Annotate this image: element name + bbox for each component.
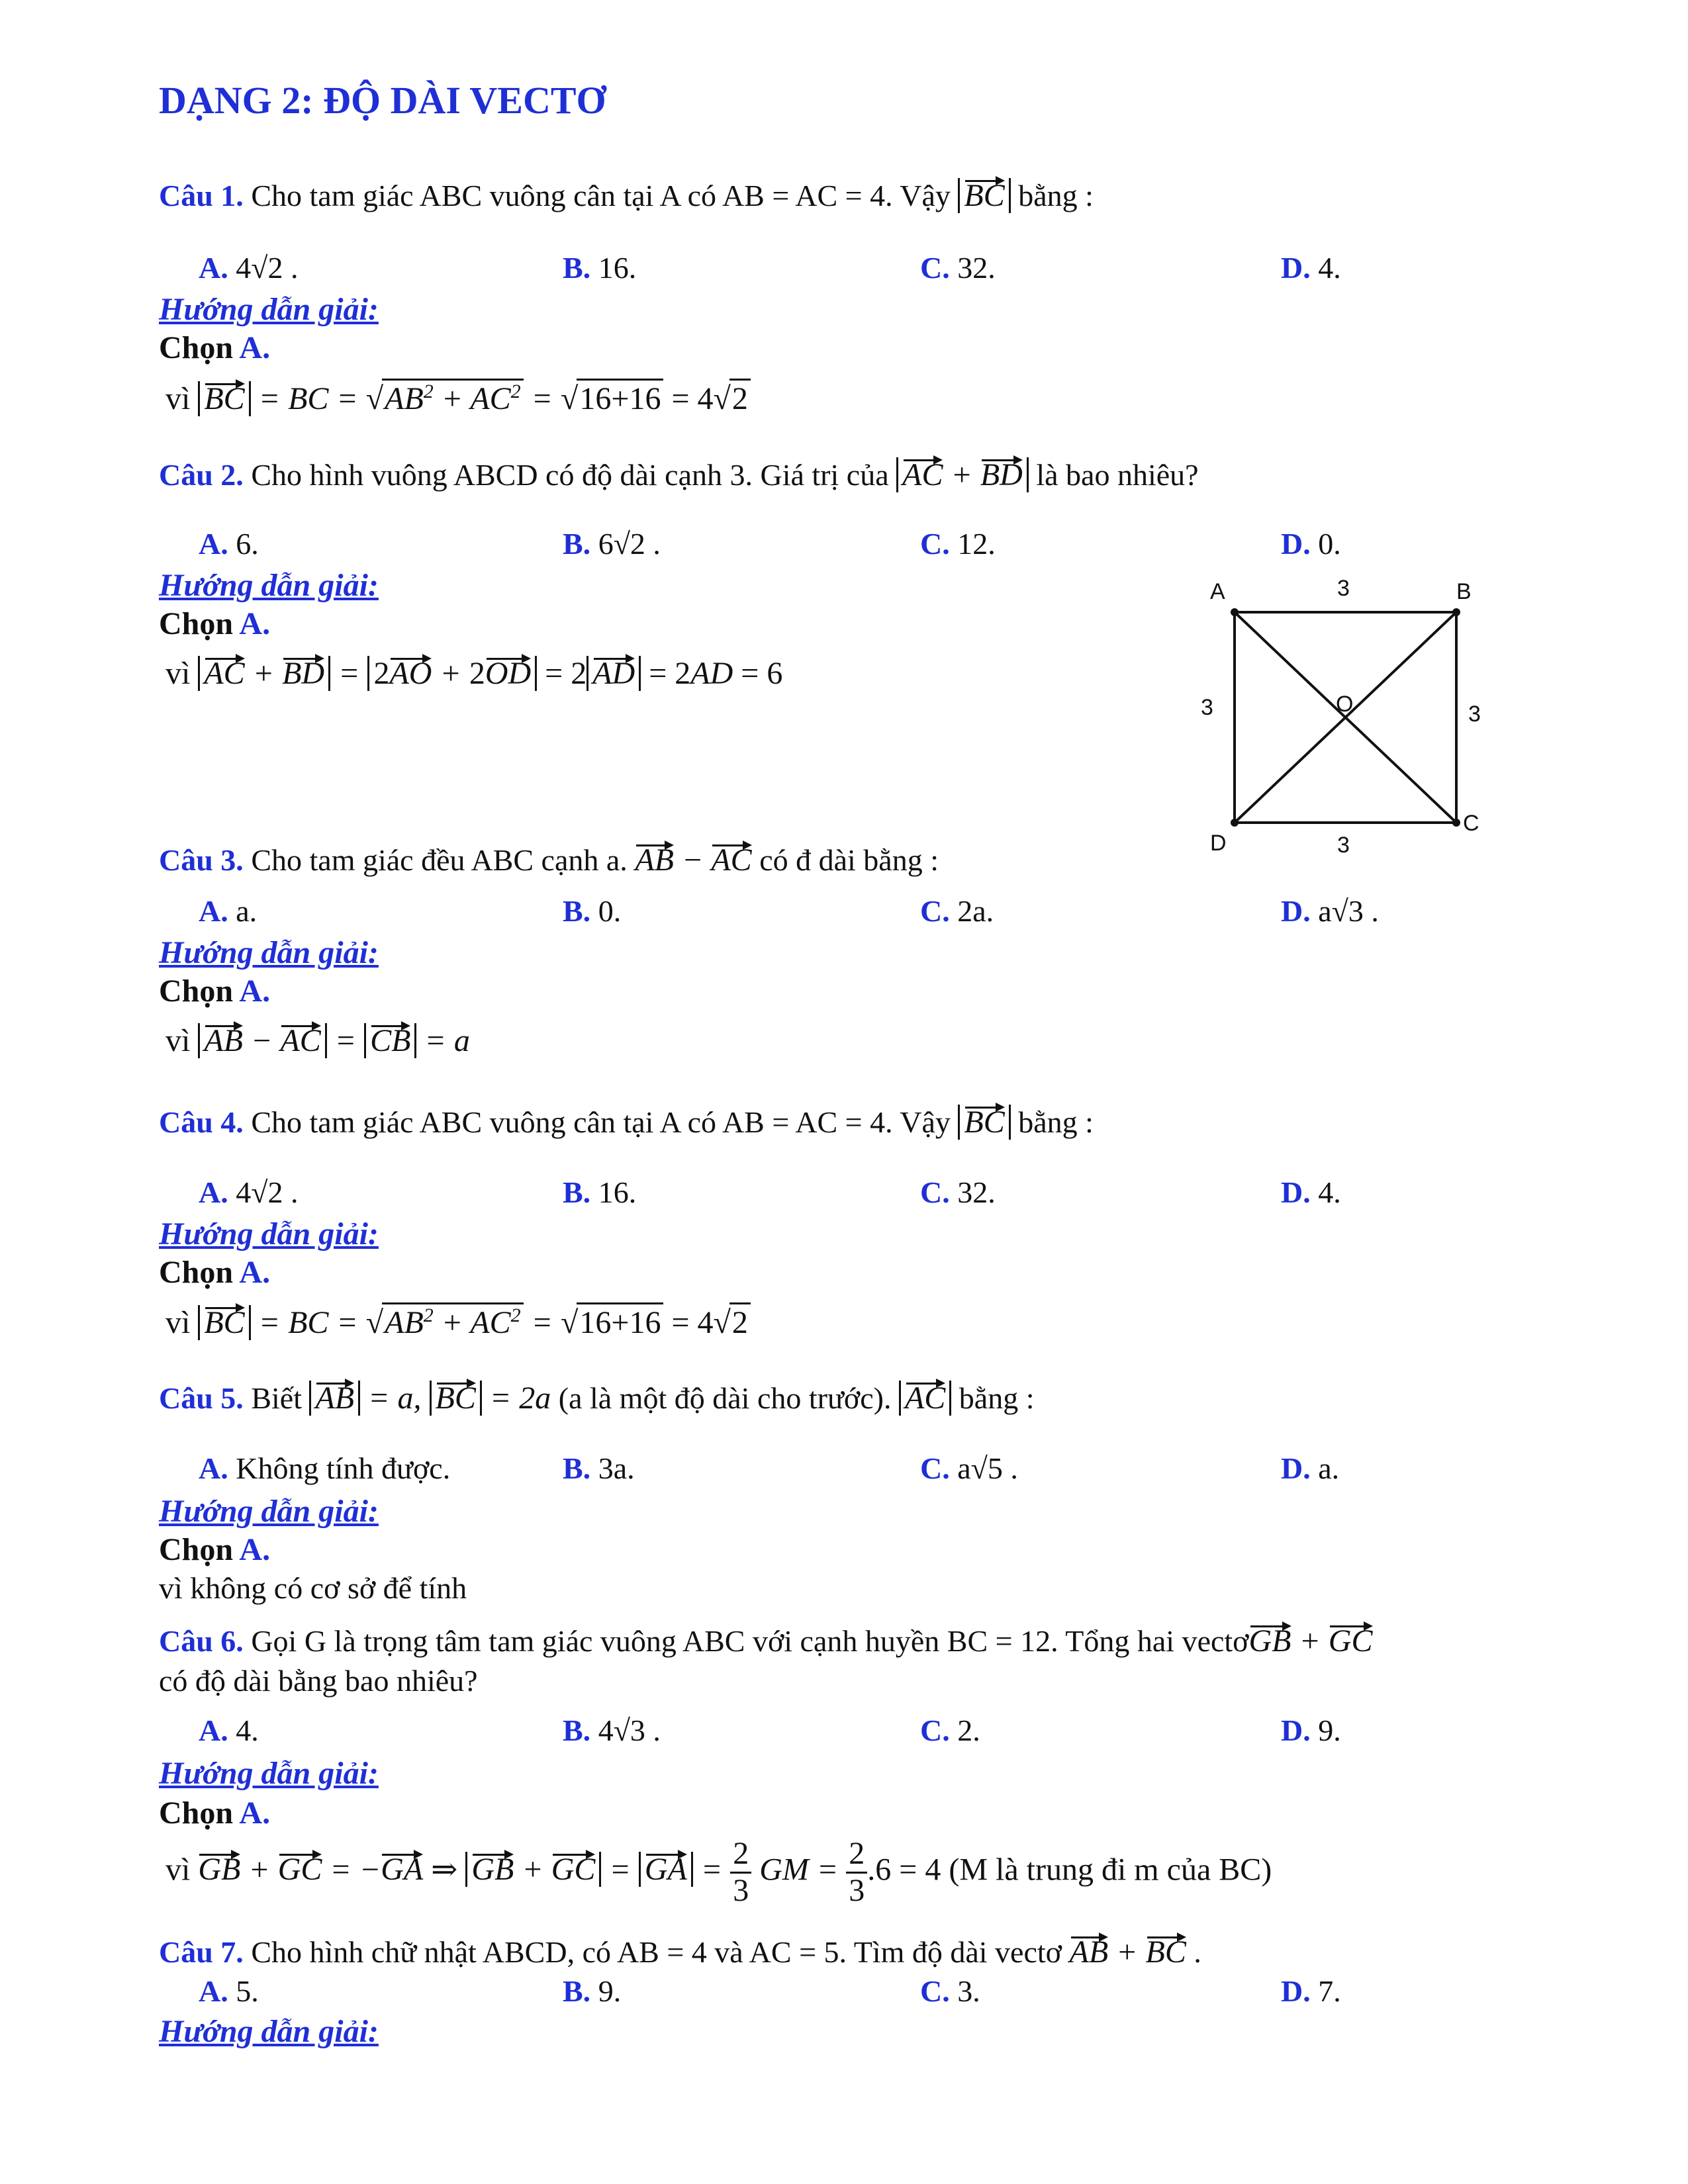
option-d: D. a. [1281, 1451, 1340, 1485]
answer-choice: Chọn A. [159, 606, 271, 641]
question-6: Câu 6. Gọi G là trọng tâm tam giác vuông ABC với cạnh huyền BC = 12. Tổng hai vectơGB + GC [159, 1623, 1373, 1659]
question-text-after: bằng : [1018, 179, 1094, 212]
guide-heading: Hướng dẫn giải: [159, 935, 379, 970]
guide-heading: Hướng dẫn giải: [159, 1216, 379, 1251]
answer-choice: Chọn A. [159, 1532, 271, 1567]
option-a: A. 4. [199, 1713, 259, 1747]
option-c: C. a√5 . [920, 1451, 1018, 1485]
point-a [1231, 608, 1239, 616]
option-d: D. 4. [1281, 251, 1341, 285]
question-6-line2: có độ dài bằng bao nhiêu? [159, 1664, 478, 1698]
point-c [1452, 819, 1460, 827]
label-right: 3 [1468, 702, 1481, 727]
label-bottom: 3 [1337, 833, 1350, 858]
label-o: O [1336, 692, 1354, 717]
option-a: A. 4√2 . [199, 1175, 299, 1209]
option-b: B. 0. [563, 894, 622, 928]
point-d [1231, 819, 1239, 827]
guide-heading: Hướng dẫn giải: [159, 1494, 379, 1529]
option-a: A. Không tính được. [199, 1451, 451, 1485]
guide-heading: Hướng dẫn giải: [159, 292, 379, 327]
option-c: C. 2. [920, 1713, 980, 1747]
option-d: D. 4. [1281, 1175, 1341, 1209]
option-c: C. 32. [920, 1175, 996, 1209]
option-a: A. 4√2 . [199, 251, 299, 285]
point-b [1452, 608, 1460, 616]
question-1 [159, 177, 1094, 214]
square-figure [1192, 569, 1536, 860]
solution-2: vì AC + BD = 2AO + 2OD = 2 AD = 2AD = 6 [165, 656, 783, 691]
option-b: B. 4√3 . [563, 1713, 661, 1747]
option-b: B. 9. [563, 1974, 622, 2008]
answer-choice: Chọn A. [159, 330, 271, 365]
option-b: B. 3a. [563, 1451, 635, 1485]
solution-1: vì BC = BC = $√AB^2 + AC^2 = √16+16 = 4√2$ [165, 379, 751, 417]
question-7: Câu 7. Cho hình chữ nhật ABCD, có AB = 4 và AC = 5. Tìm độ dài vectơ AB + BC . [159, 1934, 1201, 1970]
solution-5: vì không có cơ sở để tính [159, 1571, 467, 1605]
answer-choice: Chọn A. [159, 974, 271, 1009]
solution-4: vì BC = BC = $√AB^2 + AC^2 = √16+16 = 4√2$ [165, 1302, 751, 1341]
answer-choice: Chọn A. [159, 1796, 271, 1831]
option-c: C. 32. [920, 251, 996, 285]
guide-heading: Hướng dẫn giải: [159, 1756, 379, 1791]
solution-3: vì AB − AC = CB = a [165, 1023, 470, 1058]
answer-choice: Chọn A. [159, 1255, 271, 1290]
label-b: B [1456, 579, 1472, 604]
question-4: Câu 4. Cho tam giác ABC vuông cân tại A có AB = AC = 4. Vậy BC bằng : [159, 1105, 1094, 1140]
question-5: Câu 5. Biết AB = a, BC = 2a (a là một độ dài cho trước). AC bằng : [159, 1381, 1035, 1416]
math-abs-bc: BC [958, 178, 1010, 213]
option-a: A. 6. [199, 527, 259, 561]
page-title: DẠNG 2: ĐỘ DÀI VECTƠ [159, 79, 606, 122]
option-c: C. 3. [920, 1974, 980, 2008]
option-a: A. 5. [199, 1974, 259, 2008]
solution-6: vì GB + GC = −GA ⇒ GB + GC = GA = $\frac{2}{3}$ GM = $\frac{2}{3}$ .6 = 4 (M là trung đi m của BC) [165, 1836, 1272, 1908]
label-c: C [1463, 811, 1479, 836]
option-b: B. 6√2 . [563, 527, 661, 561]
label-a: A [1210, 579, 1225, 604]
option-a: A. a. [199, 894, 258, 928]
question-2: Câu 2. Cho hình vuông ABCD có độ dài cạnh 3. Giá trị của AC + BD là bao nhiêu? [159, 457, 1199, 492]
label-top: 3 [1337, 576, 1350, 601]
option-c: C. 2a. [920, 894, 994, 928]
label-d: D [1210, 831, 1227, 856]
guide-heading: Hướng dẫn giải: [159, 2014, 379, 2049]
option-b: B. 16. [563, 1175, 637, 1209]
option-b: B. 16. [563, 251, 637, 285]
option-d: D. a√3 . [1281, 894, 1379, 928]
guide-heading: Hướng dẫn giải: [159, 568, 379, 603]
label-left: 3 [1201, 695, 1213, 720]
question-label: Câu 1. [159, 179, 244, 212]
option-d: D. 7. [1281, 1974, 1341, 2008]
option-c: C. 12. [920, 527, 996, 561]
option-d: D. 0. [1281, 527, 1341, 561]
question-text: Cho tam giác ABC vuông cân tại A có AB = AC = 4. Vậy [251, 179, 951, 212]
question-3: Câu 3. Cho tam giác đều ABC cạnh a. AB − AC có đ dài bằng : [159, 842, 939, 878]
option-d: D. 9. [1281, 1713, 1341, 1747]
